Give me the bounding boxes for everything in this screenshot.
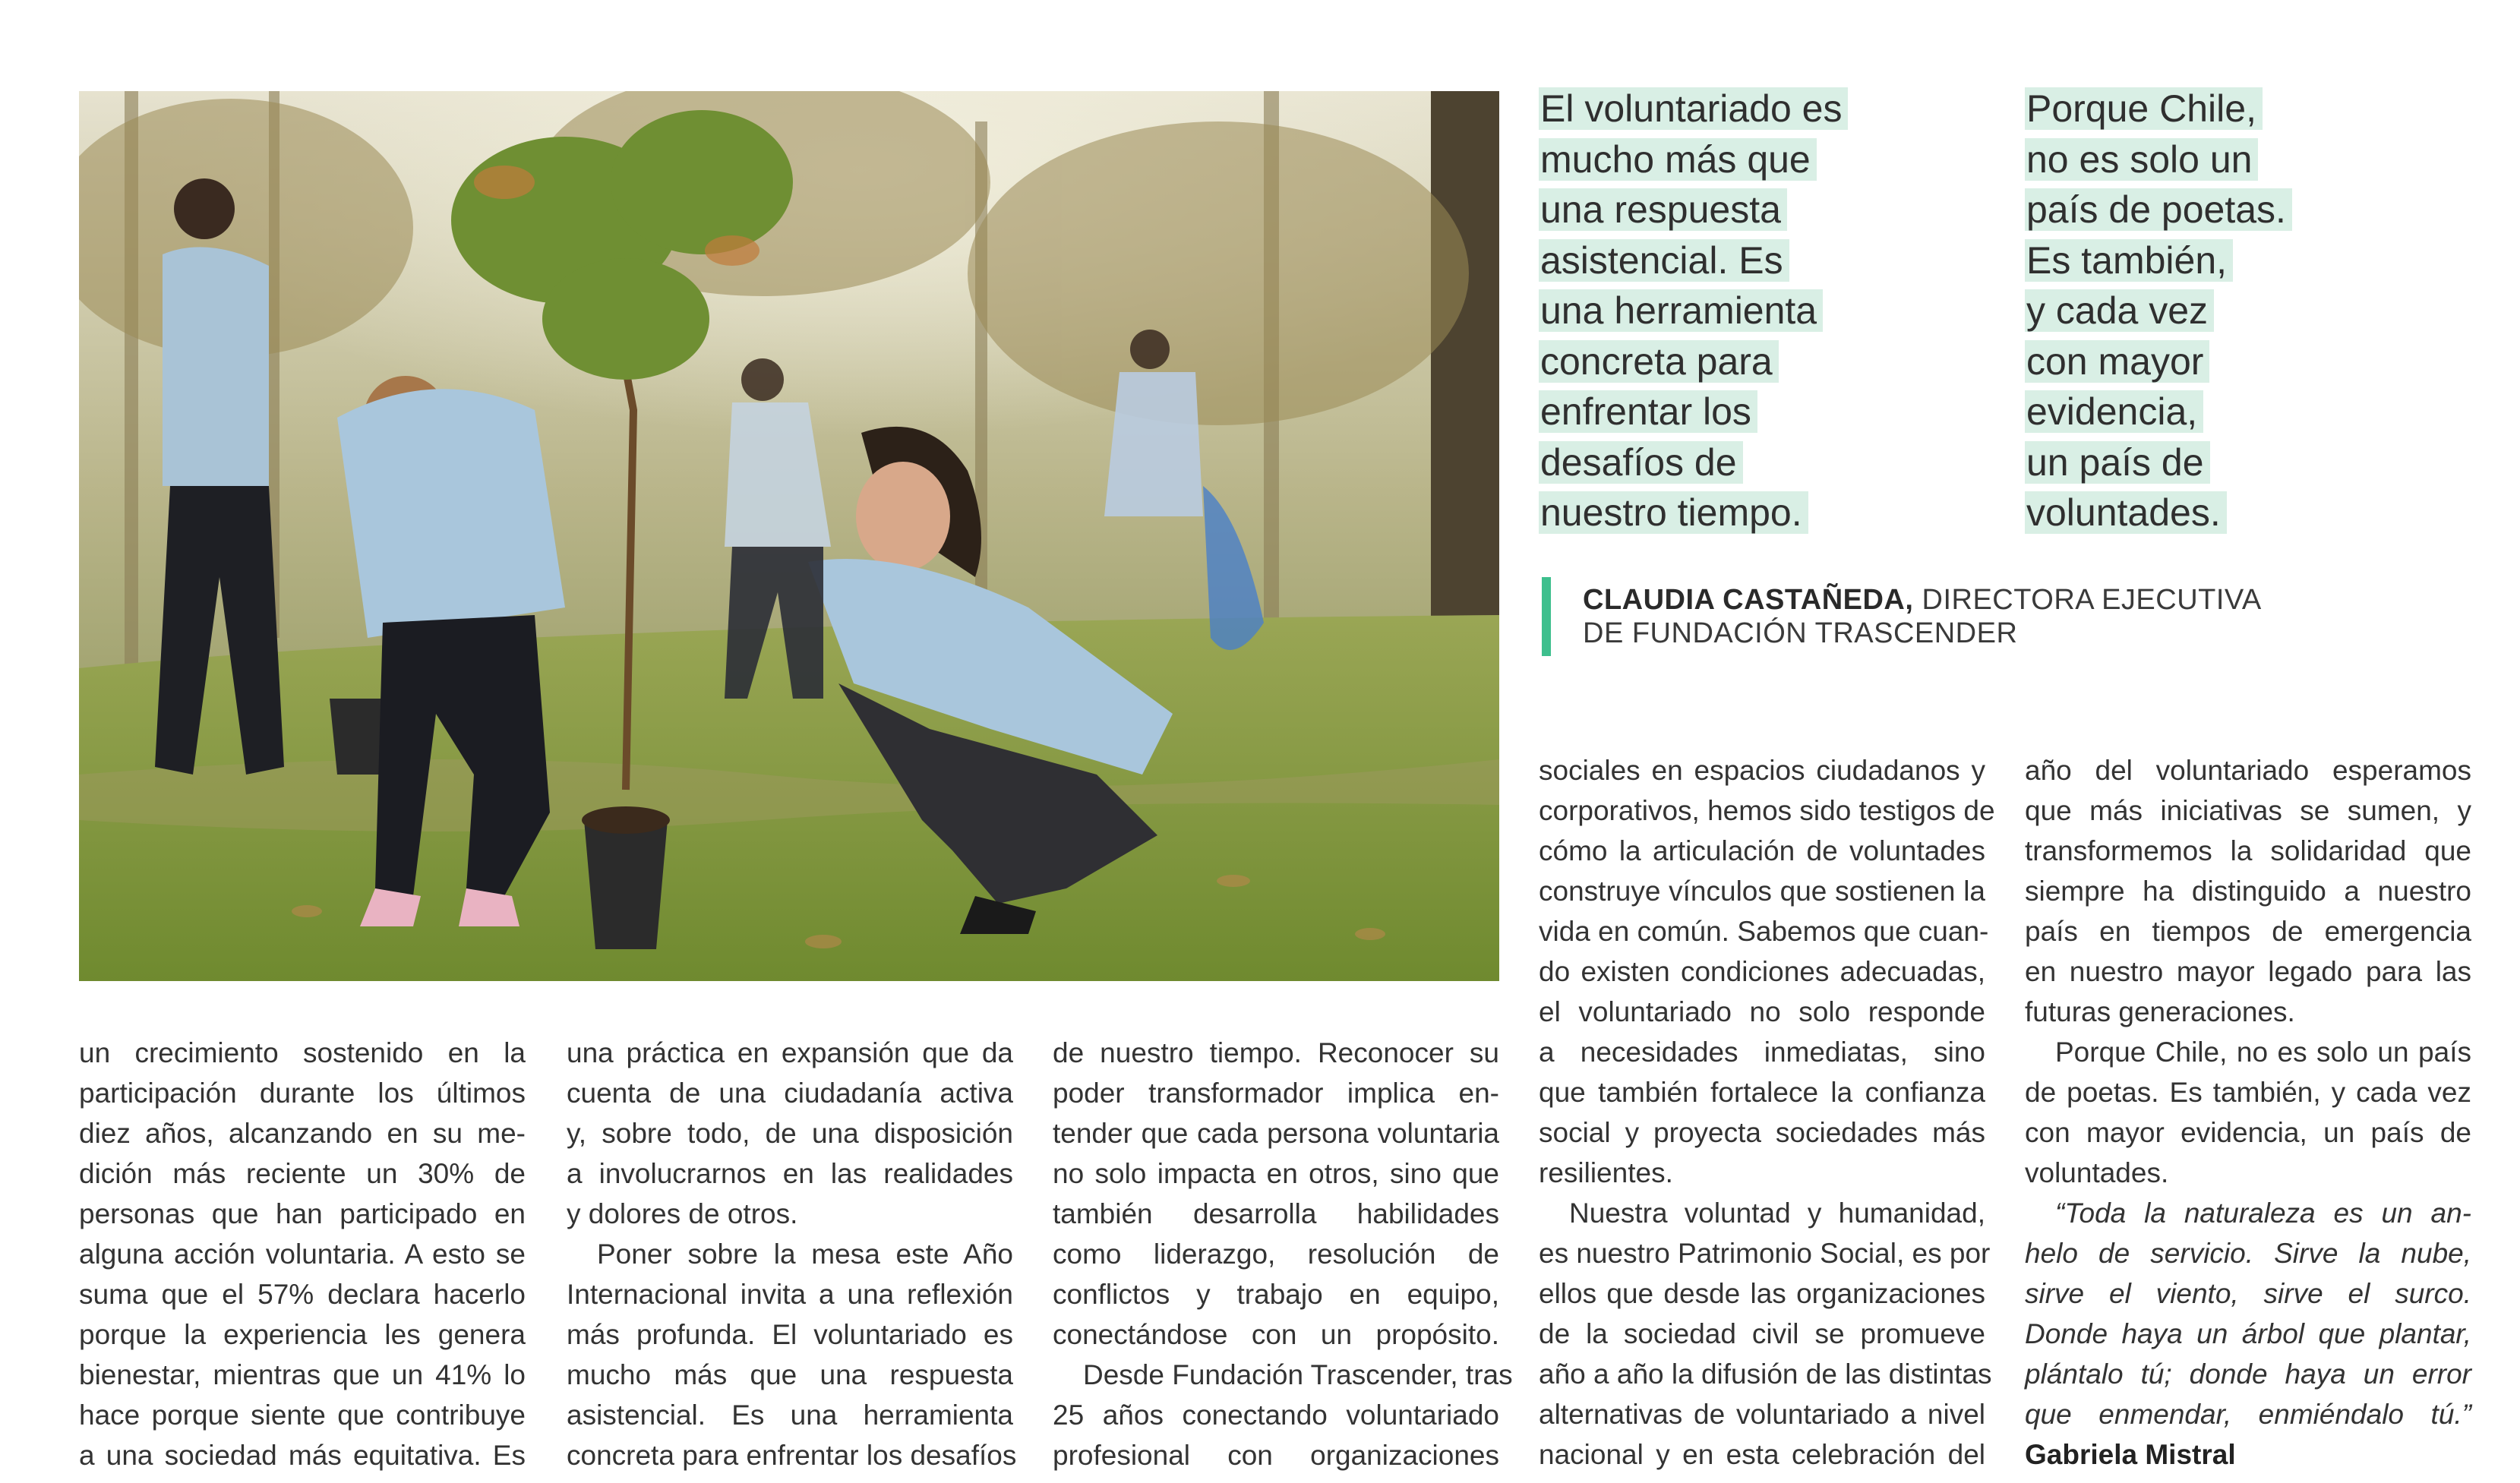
text-line: y dolores de otros. [567,1198,798,1229]
pull-quote-line: y cada vez [2025,289,2214,332]
pull-quote-line: con mayor [2025,340,2209,383]
text-line: transformemos la solidaridad que [2025,835,2471,866]
pull-quote-line: asistencial. Es [1539,239,1789,282]
text-line: es nuestro Patrimonio Social, es por [1539,1238,1991,1269]
pull-quote-line: voluntades. [2025,491,2227,534]
text-line: de nuestro tiempo. Reconocer su [1053,1037,1499,1068]
text-line: hace porque siente que contribuye [79,1399,526,1431]
pull-quote-left [1539,84,1848,538]
text-line: concreta para enfrentar los desafíos [567,1440,1017,1471]
text-line: año del voluntariado esperamos [2025,755,2471,786]
text-line: porque la experiencia les genera [79,1319,526,1350]
text-line: país en tiempos de emergencia [2025,916,2471,947]
text-line: conectándose con un propósito. [1053,1319,1499,1350]
mistral-quote-line: “Toda la naturaleza es un an- [2055,1197,2471,1229]
text-line: profesional con organizaciones [1053,1440,1499,1471]
text-line: con mayor evidencia, un país de [2025,1117,2471,1148]
text-line: nacional y en esta celebración del [1539,1439,1985,1470]
text-line: dición más reciente un 30% de [79,1158,526,1189]
text-line: diez años, alcanzando en su me- [79,1118,526,1149]
text-line: alternativas de voluntariado a nivel [1539,1399,1985,1430]
pull-quote-right [2025,84,2292,538]
pull-quote-line: evidencia, [2025,390,2203,433]
text-line: cómo la articulación de voluntades [1539,835,1985,866]
mistral-quote-line: que enmendar, enmiéndalo tú.” [2025,1399,2471,1430]
text-line: 25 años conectando voluntariado [1053,1399,1499,1431]
text-line: suma que el 57% declara hacerlo [79,1279,526,1310]
text-line: participación durante los últimos [79,1078,526,1109]
text-line: año a año la difusión de las distintas [1539,1358,1992,1390]
text-line: un crecimiento sostenido en la [79,1037,526,1068]
text-line: poder transformador implica en- [1053,1078,1499,1109]
text-line: Internacional invita a una reflexión [567,1279,1013,1310]
text-line: alguna acción voluntaria. A esto se [79,1238,526,1270]
mistral-quote-line: Donde haya un árbol que plantar, [2025,1318,2471,1349]
pull-quote-line: Porque Chile, [2025,87,2263,130]
text-line: de la sociedad civil se promueve [1539,1318,1985,1349]
body-column-2 [567,1033,1017,1475]
pull-quote-line: enfrentar los [1539,390,1757,433]
text-line: resilientes. [1539,1157,1673,1188]
text-line: bienestar, mientras que un 41% lo [79,1359,526,1390]
text-line: do existen condiciones adecuadas, [1539,956,1985,987]
text-line: Desde Fundación Trascender, tras [1083,1359,1513,1390]
mistral-quote-line: helo de servicio. Sirve la nube, [2025,1238,2471,1269]
text-line: social y proyecta sociedades más [1539,1117,1985,1148]
text-line: una práctica en expansión que da [567,1037,1013,1068]
text-line: y, sobre todo, de una disposición [567,1118,1013,1149]
text-line: asistencial. Es una herramienta [567,1399,1013,1431]
volunteers-planting-photo [79,91,1499,981]
pull-quote-line: una respuesta [1539,188,1787,231]
mistral-quote-line: sirve el viento, sirve el surco. [2025,1278,2471,1309]
text-line: construye vínculos que sostienen la [1539,876,1985,907]
pull-quote-line: país de poetas. [2025,188,2292,231]
text-line: siempre ha distinguido a nuestro [2025,876,2471,907]
pull-quote-line: El voluntariado es [1539,87,1848,130]
text-line: también desarrolla habilidades [1053,1198,1499,1229]
pull-quote-line: un país de [2025,441,2210,484]
text-line: futuras generaciones. [2025,996,2295,1027]
text-line: vida en común. Sabemos que cuan- [1539,916,1989,947]
body-column-4 [1539,750,1995,1475]
pull-quote-line: desafíos de [1539,441,1743,484]
text-line: que también fortalece la confianza [1539,1077,1985,1108]
text-line: no solo impacta en otros, sino que [1053,1158,1499,1189]
text-line: Porque Chile, no es solo un país [2055,1037,2471,1068]
text-line: voluntades. [2025,1157,2169,1188]
text-line: de poetas. Es también, y cada vez [2025,1077,2471,1108]
text-line: como liderazgo, resolución de [1053,1238,1499,1270]
quote-attribution [1542,577,2262,656]
pull-quote-line: una herramienta [1539,289,1823,332]
text-line: ellos que desde las organizaciones [1539,1278,1985,1309]
body-column-5 [2025,750,2471,1475]
body-column-3 [1053,1033,1513,1475]
text-line: Poner sobre la mesa este Año [597,1238,1013,1270]
attribution-role: DIRECTORA EJECUTIVA [1922,584,2262,616]
text-line: conflictos y trabajo en equipo, [1053,1279,1499,1310]
text-line: más profunda. El voluntariado es [567,1319,1013,1350]
text-line: tender que cada persona voluntaria [1053,1118,1499,1149]
pull-quote-line: Es también, [2025,239,2233,282]
attribution-name: CLAUDIA CASTAÑEDA, [1583,584,1914,616]
text-line: que más iniciativas se sumen, y [2025,795,2471,826]
text-line: Nuestra voluntad y humanidad, [1569,1197,1985,1229]
pull-quote-line: no es solo un [2025,138,2258,181]
mistral-quote-line: plántalo tú; donde haya un error [2025,1358,2471,1390]
pull-quote-line: concreta para [1539,340,1779,383]
body-column-1 [79,1033,526,1475]
text-line: en nuestro mayor legado para las [2025,956,2471,987]
text-line: a una sociedad más equitativa. Es [79,1440,526,1471]
text-line: mucho más que una respuesta [567,1359,1013,1390]
text-line: cuenta de una ciudadanía activa [567,1078,1013,1109]
text-line: a involucrarnos en las realidades [567,1158,1013,1189]
pull-quote-line: mucho más que [1539,138,1817,181]
attribution-organization: DE FUNDACIÓN TRASCENDER [1583,617,2018,649]
text-line: el voluntariado no solo responde [1539,996,1985,1027]
text-line: a necesidades inmediatas, sino [1539,1037,1985,1068]
text-line: personas que han participado en [79,1198,526,1229]
pull-quote-line: nuestro tiempo. [1539,491,1808,534]
quote-signature: Gabriela Mistral [2025,1439,2236,1470]
text-line: sociales en espacios ciudadanos y [1539,755,1985,786]
text-line: corporativos, hemos sido testigos de [1539,795,1995,826]
